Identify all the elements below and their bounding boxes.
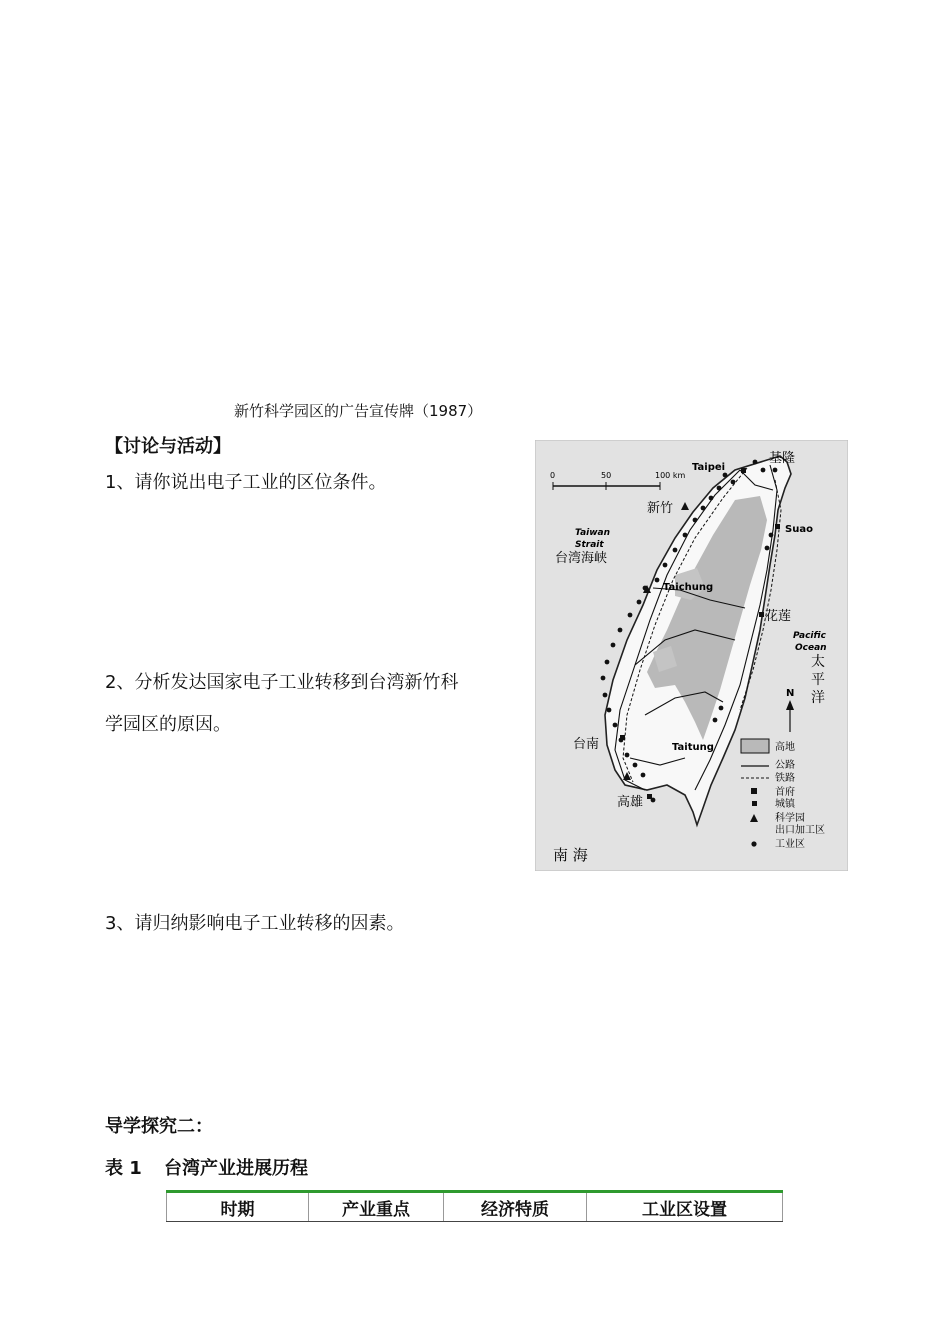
label-pacific-cn-3: 洋	[811, 690, 825, 706]
label-strait-en-1: Taiwan	[575, 528, 611, 538]
svg-text:N: N	[786, 688, 795, 699]
label-strait-cn: 台湾海峡	[555, 551, 608, 566]
svg-text:50: 50	[601, 471, 612, 480]
svg-text:科学园: 科学园	[775, 813, 805, 824]
section-2-title: 导学探究二：	[105, 1116, 213, 1137]
label-nanhai: 南 海	[553, 846, 588, 864]
label-taitung: Taitung	[672, 742, 714, 753]
question-2-line-2: 学园区的原因。	[105, 714, 231, 735]
svg-text:城镇: 城镇	[775, 799, 795, 810]
table-header-industrial-zones: 工业区设置	[587, 1192, 783, 1222]
table-header-period: 时期	[167, 1192, 309, 1222]
discussion-title: 【讨论与活动】	[105, 436, 231, 457]
question-2-line-1: 2、分析发达国家电子工业转移到台湾新竹科	[105, 672, 459, 693]
svg-text:0: 0	[550, 471, 556, 480]
industry-progress-table	[166, 1190, 783, 1222]
figure-caption: 新竹科学园区的广告宣传牌（1987）	[234, 402, 483, 420]
label-tainan: 台南	[573, 737, 600, 752]
svg-text:公路: 公路	[775, 760, 795, 771]
question-3: 3、请归纳影响电子工业转移的因素。	[105, 913, 405, 934]
label-pacific-cn-2: 平	[811, 672, 825, 688]
table-title: 台湾产业进展历程	[164, 1158, 308, 1179]
label-jilong: 基隆	[769, 451, 796, 466]
table-header-industry-focus: 产业重点	[309, 1192, 444, 1222]
label-taipei: Taipei	[692, 462, 726, 473]
label-pacific-cn-1: 太	[811, 654, 825, 670]
label-suao: Suao	[785, 524, 813, 535]
svg-text:100 km: 100 km	[655, 471, 686, 480]
label-pacific-en-2: Ocean	[795, 643, 827, 653]
table-title-number: 表 1	[105, 1158, 142, 1179]
svg-text:首府: 首府	[775, 787, 795, 798]
label-xinzhu: 新竹	[647, 501, 674, 516]
svg-text:工业区: 工业区	[775, 839, 805, 850]
svg-text:铁路: 铁路	[775, 773, 795, 784]
label-pacific-en-1: Pacific	[793, 631, 826, 641]
taiwan-industry-map	[535, 440, 848, 871]
svg-text:高地: 高地	[775, 742, 795, 753]
svg-text:出口加工区: 出口加工区	[775, 825, 825, 836]
label-strait-en-2: Strait	[575, 540, 604, 550]
label-hualian: 花莲	[765, 609, 792, 624]
question-1: 1、请你说出电子工业的区位条件。	[105, 472, 387, 493]
label-taichung: Taichung	[663, 582, 714, 593]
label-gaoxiong: 高雄	[617, 795, 644, 810]
table-header-economic-features: 经济特质	[444, 1192, 587, 1222]
